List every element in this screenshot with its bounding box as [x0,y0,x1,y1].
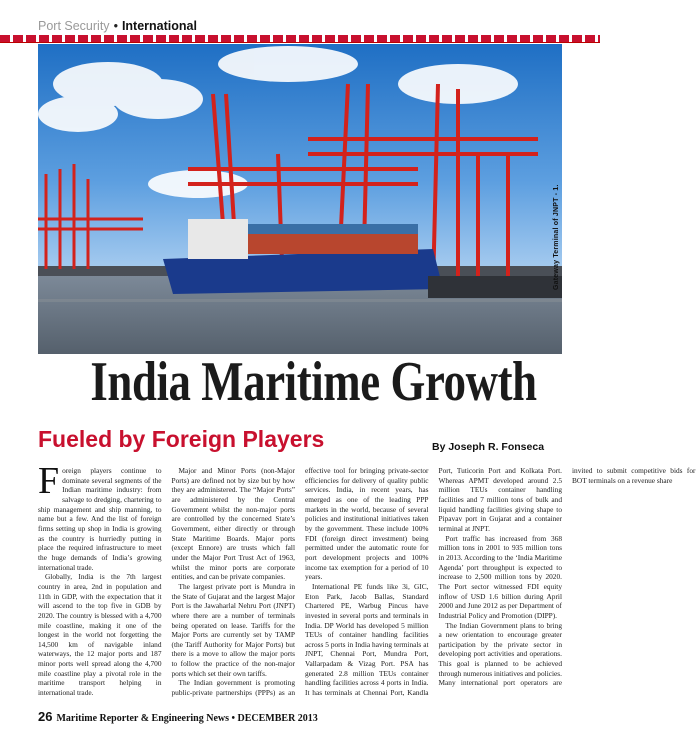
article-paragraph: Port traffic has increased from 368 million tons in 2001 to 935 million tons in 2013. According to the ‘India Maritime Agenda’ port throughput is expected to increase to 2,500 million tons by 2020. The Port sector witnessed FDI equity inflow of USD 1.6 billion during April 2000 and June 2012 as per Department of Industrial Policy and Promotion (DIPP). [438,533,562,620]
divider [0,42,600,43]
page-footer [38,709,318,724]
port-photo [38,44,562,354]
article-paragraph: The Indian government is promoting public-private partnerships (PPPs) as an effective tool for bringing private-sector efficiencies for delivery of quality public services. India, in recent years, has emerged as one of the leading PPP markets in the world, because of several policies and institutional initiatives taken by the government. These include 100% FDI (foreign direct investment) being permitted under the automatic route for port development projects and 100% income tax exemption for a period of 10 years. [171,466,429,698]
article-paragraph: Major and Minor Ports (non-Major Ports) are defined not by size but by how they are administered. The “Major Ports” are administered by the Central Government whilst the non-major ports are controlled by the concerned State’s Government, either directly or through State Maritime Boards. Major ports (except Ennore) are trusts which fall under the Major Port Trust Act of 1963, whilst the minor ports are corporate entities, and can be private companies. [171,466,295,582]
article-body [38,460,696,700]
drop-cap: F [38,460,60,502]
article-paragraph: The largest private port is Mundra in the State of Gujarat and the largest Major Port is the Jawaharlal Nehru Port (JNPT) where there are a number of terminals being operated on lease. Tariffs for the Major Ports are currently set by TAMP (the Tariff Authority for Major Ports) but there is a move to allow the major ports to follow the practice of the non-major ports which set their own tariffs. [171,581,295,678]
article-paragraph: Globally, India is the 7th largest country in area, 2nd in population and 11th in GDP, with the expectation that it will ascend to the top five in GDB by 2020. The country is blessed with a 4,700 mile coastline, making it one of the longest in the world not forgetting the 14,500 km of navigable inland waterways, the 12 major ports and 187 minor ports well spread along the 4,700 mile coastline play a pivotal role in the maritime transport helping in international trade. [38,572,162,698]
article-paragraph: International PE funds like 3i, GIC, Eton Park, Jacob Ballas, Standard Chartered PE, Warbug Pincus have invested in several ports and terminals in India. DP World has developed 5 million TEUs of container handling facilities across 5 ports in India having terminals at JNPT, Chennai Port, Mundra Port, Vallarpadam & Vizag Port. PSA has generated 2.8 million TEUs container handling facilities across 4 ports in India. It has terminals at Chennai Port, Kandla Port, Tuticorin Port and Kolkata Port. Whereas APMT developed around 2.5 million TEUs container handling facilities and 7 million tons of bulk and liquid handling facilities giving shape to Pipavav port in Gujarat and a container terminal at JNPT. [305,466,562,698]
article-subtitle: Fueled by Foreign Players [38,426,325,452]
article-byline: By Joseph R. Fonseca [432,441,545,453]
article-paragraph [38,460,162,572]
paragraph-text: oreign players continue to dominate several segments of the Indian maritime industry: from salvage to dredging, chartering to ship management and ship manning, to name but a few. And the list of foreign firms setting up shop in India is growing as the country is hurriedly putting in place the required infrastructure to meet the huge demands of India’s growing international trade. [38,466,162,572]
article-title: India Maritime Growth [90,351,537,413]
decorative-band [0,35,600,42]
article-paragraph: The Indian Government plans to bring a new orientation to encourage greater participation by the private sector in developing port activities and operations. This goal is planned to be achieved through numerous initiatives and policies. Many international port operators are invited to submit competitive bids for BOT terminals on a revenue share [438,466,696,688]
page-number: 26 [38,709,53,724]
photo-credit: Gateway Terminal of JNPT - 1. [553,184,560,290]
category-label: International [121,19,197,33]
section-header [38,19,197,33]
section-label: Port Security [38,19,110,33]
publication-info: Maritime Reporter & Engineering News • DECEMBER 2013 [56,713,318,724]
header-separator: • [113,19,118,33]
